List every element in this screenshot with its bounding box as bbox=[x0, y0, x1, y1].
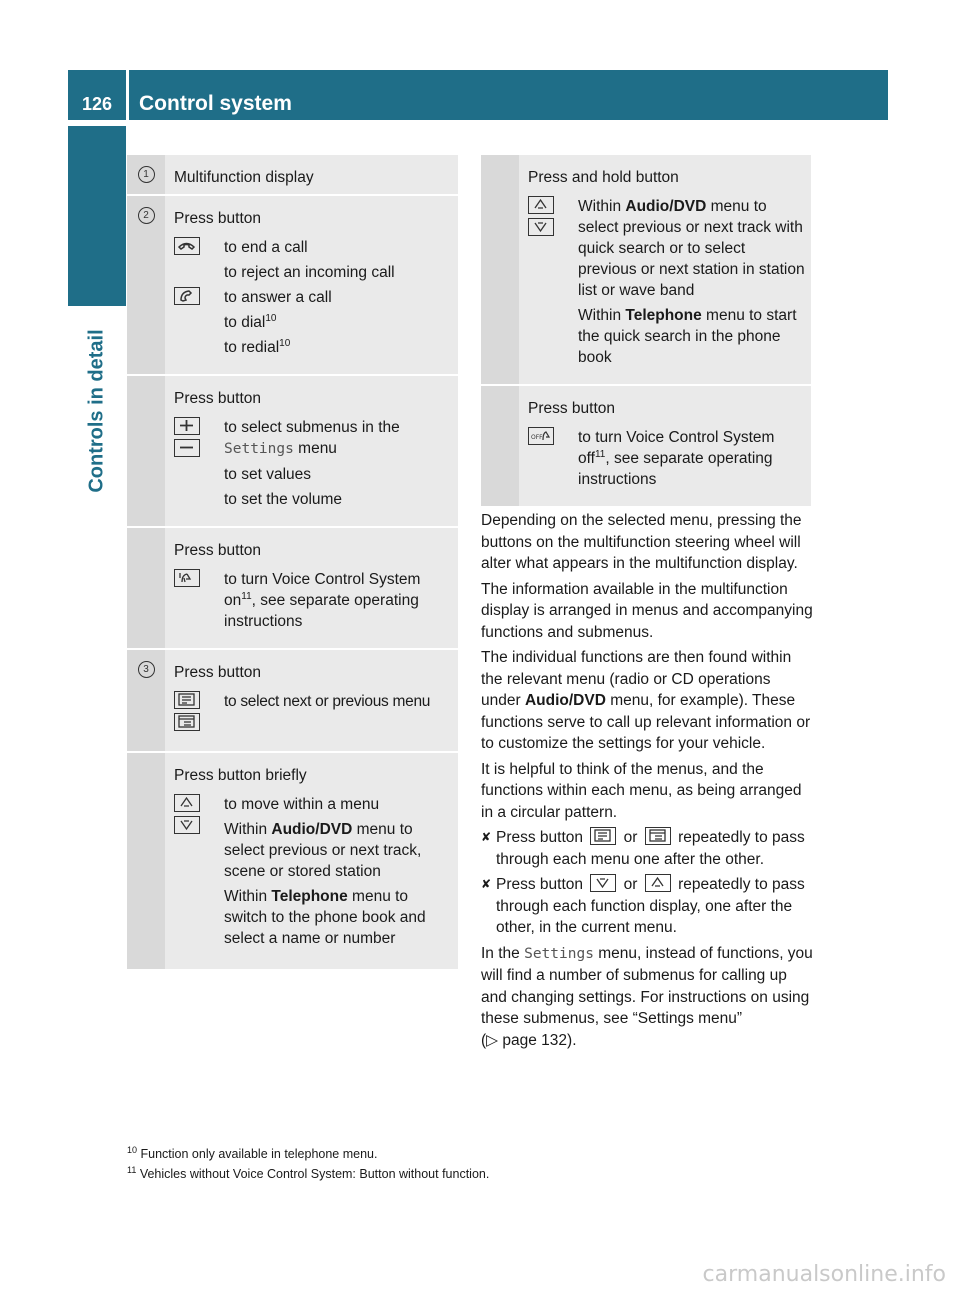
arrow-down-icon bbox=[174, 816, 200, 834]
paragraph: Depending on the selected menu, pressing the buttons on the multifunction steering wheel will alter what appears in the multifunction display. bbox=[481, 512, 802, 572]
table-row: Press and hold button Within Audio/DVD menu to select previous or next track with quick search or to select previous or next station in station list or wave band Within Telephone menu to start the quick search in the phone book bbox=[481, 155, 811, 386]
arrow-up-icon bbox=[174, 794, 200, 812]
footnote: $^{11}$ Vehicles without Voice Control System: Button without function. bbox=[127, 1164, 490, 1181]
watermark: carmanualsonline.info bbox=[702, 1262, 946, 1287]
callout-number: 2 bbox=[138, 207, 155, 224]
callout-number: 1 bbox=[138, 166, 155, 183]
page-number: 126 bbox=[81, 94, 113, 114]
menu-next-icon bbox=[174, 691, 200, 709]
row-heading: Press button bbox=[528, 400, 616, 417]
minus-icon bbox=[174, 439, 200, 457]
phone-end-icon bbox=[174, 237, 200, 255]
row-heading: Multifunction display bbox=[174, 169, 314, 186]
callout-number: 3 bbox=[138, 661, 155, 678]
table-row: Press button OFF to turn Voice Control System off$^{11}$, see separate operating instructions bbox=[481, 386, 811, 508]
step-arrow-icon: ✘ bbox=[481, 830, 492, 844]
table-row: Press button to select submenus in the Settings menu to set values to set the volume bbox=[127, 376, 458, 528]
instruction-step: ✘ Press button or repeatedly to pass through each menu one after the other. bbox=[481, 827, 813, 870]
table-row: 2 Press button to end a call to reject an incoming call to answer a call to dial$^{10}$ to redial$^{10}$ bbox=[127, 196, 458, 376]
menu-prev-icon bbox=[174, 713, 200, 731]
paragraph: In the Settings menu, instead of functions, you will find a number of submenus for calling up and changing settings. For instructions on using these submenus, see “Settings menu” (▷ page 132). bbox=[481, 944, 813, 1049]
instruction-step: ✘ Press button or repeatedly to pass through each function display, one after the other, in the current menu. bbox=[481, 874, 813, 939]
header-separator bbox=[126, 70, 129, 120]
row-heading: Press button bbox=[174, 210, 262, 227]
menu-prev-icon bbox=[645, 827, 671, 845]
footnote: $^{10}$ Function only available in telephone menu. bbox=[127, 1144, 378, 1161]
table-row: Press button to turn Voice Control System $on^{11}$, see separate operating instructions bbox=[127, 528, 458, 650]
row-heading: Press and hold button bbox=[528, 169, 679, 186]
body-text bbox=[481, 510, 813, 1055]
paragraph: The information available in the multifunction display is arranged in menus and accompanying functions and submenus. bbox=[481, 580, 813, 641]
voice-on-icon bbox=[174, 569, 200, 587]
table-row bbox=[127, 155, 458, 196]
table-row: 3 Press button to select next or previous menu bbox=[127, 650, 458, 753]
row-heading: Press button bbox=[174, 542, 262, 559]
svg-text:OFF: OFF bbox=[531, 434, 543, 441]
arrow-up-icon bbox=[645, 874, 671, 892]
controls-table-right bbox=[481, 155, 811, 508]
sidebar-block bbox=[68, 126, 126, 306]
row-heading: Press button bbox=[174, 664, 262, 681]
menu-next-icon bbox=[590, 827, 616, 845]
sidebar-label: Controls in detail bbox=[85, 329, 108, 493]
arrow-up-icon bbox=[528, 196, 554, 214]
row-heading: Press button bbox=[174, 390, 262, 407]
paragraph: The individual functions are then found within the relevant menu (radio or CD operations under Audio/DVD menu, for example). These functions serve to call up relevant information or to customize the settings for your vehicle. bbox=[481, 649, 811, 752]
row-heading: Press button briefly bbox=[174, 767, 307, 784]
table-row: Press button briefly to move within a menu Within Audio/DVD menu to select previous or next track, scene or stored station Within Telephone menu to switch to the phone book and select a name or number bbox=[127, 753, 458, 971]
step-arrow-icon: ✘ bbox=[481, 877, 492, 891]
plus-icon bbox=[174, 417, 200, 435]
controls-table-left bbox=[127, 155, 458, 971]
phone-answer-icon bbox=[174, 287, 200, 305]
arrow-down-icon bbox=[590, 874, 616, 892]
paragraph: It is helpful to think of the menus, and the functions within each menu, as being arranged in a circular pattern. bbox=[481, 760, 802, 821]
arrow-down-icon bbox=[528, 218, 554, 236]
page-title: Control system bbox=[139, 92, 292, 115]
voice-off-icon bbox=[528, 427, 554, 445]
